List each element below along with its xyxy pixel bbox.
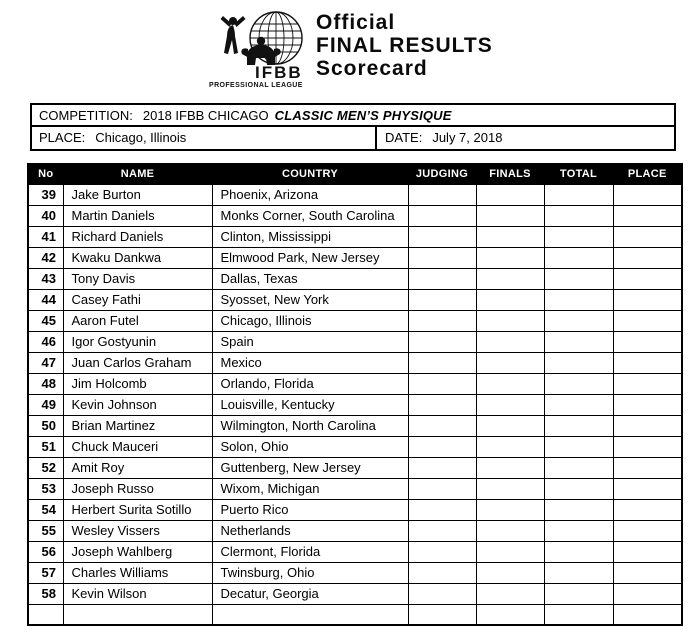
place-result-cell: [613, 184, 682, 205]
competitor-country: Wilmington, North Carolina: [212, 415, 408, 436]
judging-score-cell: [408, 604, 476, 625]
col-header-judging: JUDGING: [408, 164, 476, 184]
total-score-cell: [544, 394, 613, 415]
ifbb-subtitle: PROFESSIONAL LEAGUE: [209, 82, 303, 89]
competitor-name: Tony Davis: [63, 268, 212, 289]
table-row: [28, 268, 682, 289]
table-row: [28, 478, 682, 499]
judging-score-cell: [408, 331, 476, 352]
total-score-cell: [544, 436, 613, 457]
table-row: [28, 457, 682, 478]
finals-score-cell: [476, 331, 544, 352]
competitor-number: 46: [28, 331, 63, 352]
table-row: [28, 583, 682, 604]
finals-score-cell: [476, 268, 544, 289]
date-label: DATE:: [385, 130, 423, 145]
competitor-country: Decatur, Georgia: [212, 583, 408, 604]
competitor-number: 45: [28, 310, 63, 331]
finals-score-cell: [476, 226, 544, 247]
competition-row: [32, 105, 674, 127]
competitor-number: 54: [28, 499, 63, 520]
competitor-number: 39: [28, 184, 63, 205]
place-result-cell: [613, 310, 682, 331]
competitor-name: Richard Daniels: [63, 226, 212, 247]
place-result-cell: [613, 331, 682, 352]
table-row: [28, 541, 682, 562]
place-result-cell: [613, 352, 682, 373]
competitor-country: Mexico: [212, 352, 408, 373]
total-score-cell: [544, 415, 613, 436]
place-value: Chicago, Illinois: [95, 130, 187, 145]
competitor-number: 49: [28, 394, 63, 415]
competitor-country: Twinsburg, Ohio: [212, 562, 408, 583]
place-result-cell: [613, 583, 682, 604]
competition-info-box: [30, 103, 676, 151]
total-score-cell: [544, 457, 613, 478]
place-result-cell: [613, 520, 682, 541]
place-result-cell: [613, 499, 682, 520]
place-result-cell: [613, 541, 682, 562]
competitor-country: Orlando, Florida: [212, 373, 408, 394]
total-score-cell: [544, 478, 613, 499]
finals-score-cell: [476, 415, 544, 436]
finals-score-cell: [476, 478, 544, 499]
competitor-number: 44: [28, 289, 63, 310]
place-cell: [32, 127, 377, 149]
competitor-name: Juan Carlos Graham: [63, 352, 212, 373]
competitor-country: Louisville, Kentucky: [212, 394, 408, 415]
total-score-cell: [544, 184, 613, 205]
competitor-name: Joseph Wahlberg: [63, 541, 212, 562]
judging-score-cell: [408, 394, 476, 415]
judging-score-cell: [408, 205, 476, 226]
col-header-no: No: [28, 164, 63, 184]
judging-score-cell: [408, 478, 476, 499]
judging-score-cell: [408, 247, 476, 268]
judging-score-cell: [408, 373, 476, 394]
competitor-name: [63, 604, 212, 625]
ifbb-professional-league-logo: [208, 8, 320, 90]
table-row: [28, 289, 682, 310]
competitor-name: Aaron Futel: [63, 310, 212, 331]
competitor-country: Clermont, Florida: [212, 541, 408, 562]
place-result-cell: [613, 289, 682, 310]
competitor-number: 40: [28, 205, 63, 226]
total-score-cell: [544, 247, 613, 268]
competition-label: COMPETITION:: [39, 108, 133, 123]
table-row: [28, 604, 682, 625]
competitor-country: Clinton, Mississippi: [212, 226, 408, 247]
table-header-row: [28, 164, 682, 184]
total-score-cell: [544, 499, 613, 520]
place-result-cell: [613, 436, 682, 457]
competitor-country: Guttenberg, New Jersey: [212, 457, 408, 478]
competitor-number: 41: [28, 226, 63, 247]
competitor-number: 47: [28, 352, 63, 373]
competitor-country: Elmwood Park, New Jersey: [212, 247, 408, 268]
place-result-cell: [613, 457, 682, 478]
competitor-number: [28, 604, 63, 625]
finals-score-cell: [476, 373, 544, 394]
total-score-cell: [544, 289, 613, 310]
finals-score-cell: [476, 541, 544, 562]
table-row: [28, 499, 682, 520]
place-result-cell: [613, 226, 682, 247]
total-score-cell: [544, 226, 613, 247]
total-score-cell: [544, 205, 613, 226]
finals-score-cell: [476, 583, 544, 604]
finals-score-cell: [476, 205, 544, 226]
competitor-number: 48: [28, 373, 63, 394]
total-score-cell: [544, 331, 613, 352]
finals-score-cell: [476, 436, 544, 457]
competitor-country: Phoenix, Arizona: [212, 184, 408, 205]
total-score-cell: [544, 604, 613, 625]
finals-score-cell: [476, 184, 544, 205]
finals-score-cell: [476, 352, 544, 373]
table-row: [28, 184, 682, 205]
table-row: [28, 562, 682, 583]
table-row: [28, 247, 682, 268]
col-header-total: TOTAL: [544, 164, 613, 184]
competitor-country: Spain: [212, 331, 408, 352]
competitor-number: 53: [28, 478, 63, 499]
competitor-name: Kevin Johnson: [63, 394, 212, 415]
table-row: [28, 436, 682, 457]
competitor-name: Casey Fathi: [63, 289, 212, 310]
judging-score-cell: [408, 457, 476, 478]
competitor-country: Chicago, Illinois: [212, 310, 408, 331]
competitor-country: Netherlands: [212, 520, 408, 541]
finals-score-cell: [476, 394, 544, 415]
competitor-name: Chuck Mauceri: [63, 436, 212, 457]
table-row: [28, 373, 682, 394]
table-row: [28, 352, 682, 373]
table-row: [28, 226, 682, 247]
total-score-cell: [544, 541, 613, 562]
competitor-name: Wesley Vissers: [63, 520, 212, 541]
place-result-cell: [613, 205, 682, 226]
judging-score-cell: [408, 499, 476, 520]
finals-score-cell: [476, 499, 544, 520]
judging-score-cell: [408, 436, 476, 457]
competitor-country: Syosset, New York: [212, 289, 408, 310]
place-result-cell: [613, 394, 682, 415]
judging-score-cell: [408, 184, 476, 205]
col-header-country: COUNTRY: [212, 164, 408, 184]
competition-value: 2018 IFBB CHICAGO: [142, 108, 269, 123]
title-line-scorecard: Scorecard: [316, 57, 428, 80]
competitor-country: Dallas, Texas: [212, 268, 408, 289]
competitor-country: Puerto Rico: [212, 499, 408, 520]
judging-score-cell: [408, 226, 476, 247]
judging-score-cell: [408, 352, 476, 373]
judging-score-cell: [408, 583, 476, 604]
competitor-country: Wixom, Michigan: [212, 478, 408, 499]
finals-score-cell: [476, 562, 544, 583]
place-result-cell: [613, 415, 682, 436]
date-cell: [377, 127, 674, 149]
place-result-cell: [613, 247, 682, 268]
competition-class: CLASSIC MEN’S PHYSIQUE: [274, 108, 452, 123]
col-header-name: NAME: [63, 164, 212, 184]
competitor-name: Joseph Russo: [63, 478, 212, 499]
judging-score-cell: [408, 520, 476, 541]
competitor-name: Herbert Surita Sotillo: [63, 499, 212, 520]
total-score-cell: [544, 520, 613, 541]
title-line-official: Official: [316, 11, 396, 34]
total-score-cell: [544, 562, 613, 583]
total-score-cell: [544, 373, 613, 394]
ifbb-wordmark: IFBB: [255, 63, 303, 82]
competitor-number: 52: [28, 457, 63, 478]
competitor-number: 58: [28, 583, 63, 604]
finals-score-cell: [476, 520, 544, 541]
document-title: [316, 11, 493, 80]
finals-score-cell: [476, 289, 544, 310]
title-line-final-results: FINAL RESULTS: [316, 34, 493, 57]
competitor-name: Kevin Wilson: [63, 583, 212, 604]
finals-score-cell: [476, 247, 544, 268]
judging-score-cell: [408, 415, 476, 436]
table-row: [28, 205, 682, 226]
competitor-name: Igor Gostyunin: [63, 331, 212, 352]
competitor-number: 57: [28, 562, 63, 583]
col-header-place: PLACE: [613, 164, 682, 184]
table-row: [28, 415, 682, 436]
competitor-number: 42: [28, 247, 63, 268]
judging-score-cell: [408, 562, 476, 583]
results-table-body: [28, 184, 682, 625]
col-header-finals: FINALS: [476, 164, 544, 184]
table-row: [28, 310, 682, 331]
total-score-cell: [544, 310, 613, 331]
competitor-name: Amit Roy: [63, 457, 212, 478]
place-result-cell: [613, 562, 682, 583]
date-value: July 7, 2018: [432, 130, 503, 145]
table-row: [28, 394, 682, 415]
judging-score-cell: [408, 268, 476, 289]
competitor-name: Charles Williams: [63, 562, 212, 583]
table-row: [28, 331, 682, 352]
finals-score-cell: [476, 604, 544, 625]
competitor-name: Jake Burton: [63, 184, 212, 205]
competitor-number: 55: [28, 520, 63, 541]
place-result-cell: [613, 604, 682, 625]
competitor-country: Monks Corner, South Carolina: [212, 205, 408, 226]
competitor-name: Brian Martinez: [63, 415, 212, 436]
competitor-number: 50: [28, 415, 63, 436]
competitor-number: 43: [28, 268, 63, 289]
competitor-name: Martin Daniels: [63, 205, 212, 226]
finals-score-cell: [476, 310, 544, 331]
place-result-cell: [613, 478, 682, 499]
place-result-cell: [613, 268, 682, 289]
judging-score-cell: [408, 289, 476, 310]
competitor-country: Solon, Ohio: [212, 436, 408, 457]
total-score-cell: [544, 583, 613, 604]
results-table: [27, 163, 683, 626]
total-score-cell: [544, 268, 613, 289]
table-row: [28, 520, 682, 541]
judging-score-cell: [408, 310, 476, 331]
place-result-cell: [613, 373, 682, 394]
finals-score-cell: [476, 457, 544, 478]
place-date-row: [32, 127, 674, 149]
judging-score-cell: [408, 541, 476, 562]
ifbb-globe-figures-icon: [208, 8, 320, 90]
competitor-country: [212, 604, 408, 625]
competitor-number: 56: [28, 541, 63, 562]
total-score-cell: [544, 352, 613, 373]
competitor-number: 51: [28, 436, 63, 457]
competitor-name: Jim Holcomb: [63, 373, 212, 394]
place-label: PLACE:: [39, 130, 86, 145]
competitor-name: Kwaku Dankwa: [63, 247, 212, 268]
